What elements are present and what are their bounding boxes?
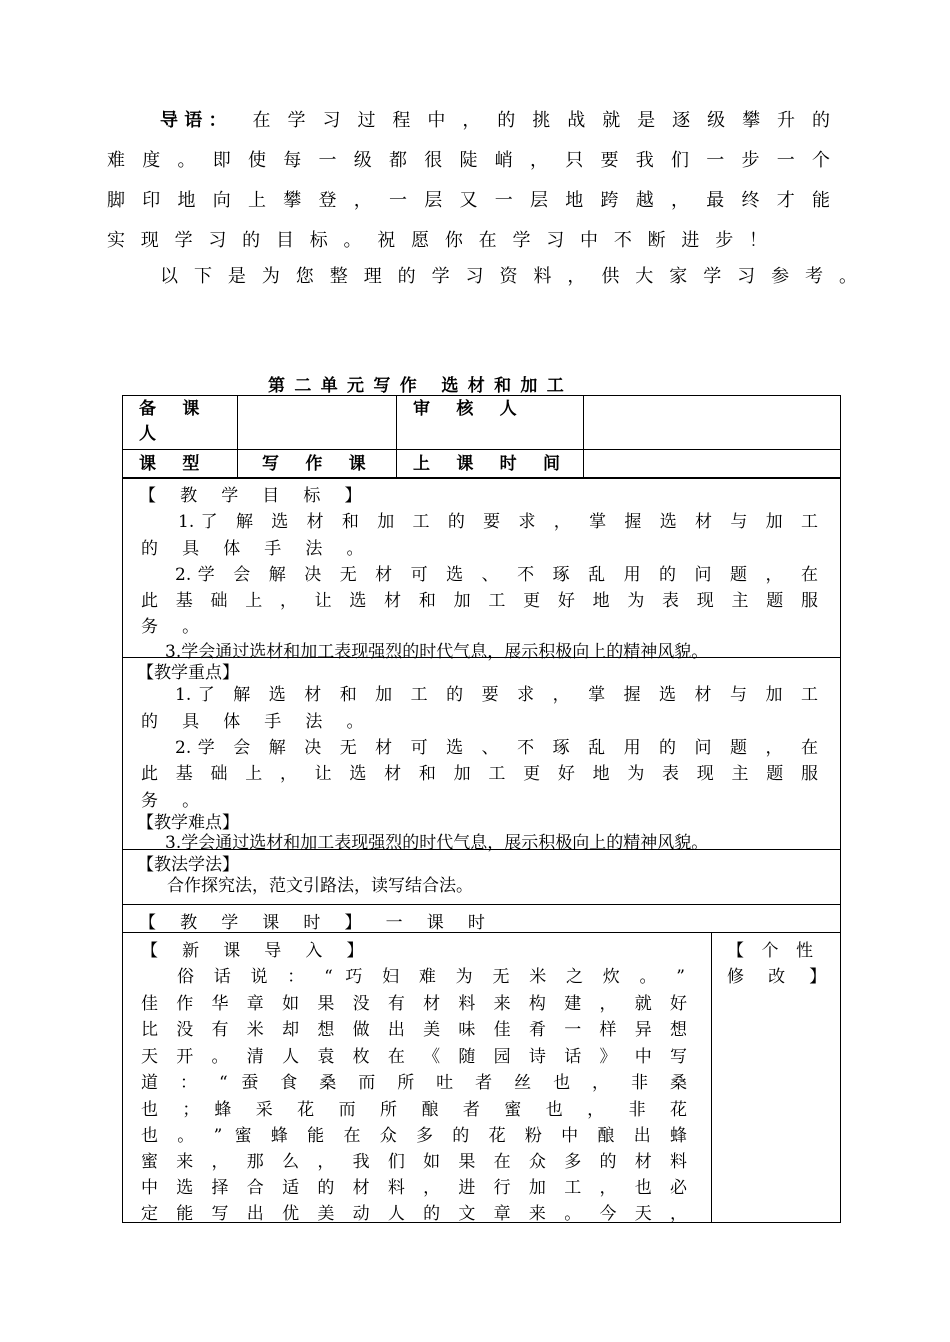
goals-p1b: 的 具 体 手 法 。 [141,539,373,559]
focus-p2b: 此 基 础 上 ， 让 选 材 和 加 工 更 好 地 为 表 现 主 题 服 [141,764,818,784]
lesson-line-2: 佳 作 华 章 如 果 没 有 材 料 来 构 建 ， 就 好 [141,994,687,1014]
hours-section [122,904,841,933]
prepared-by-label-cell [123,396,238,450]
focus-p2c: 务 。 [141,791,209,811]
focus-p2a: 2.学 会 解 决 无 材 可 选 、 不 琢 乱 用 的 问 题 ， 在 [175,738,818,758]
lesson-heading: 【 新 课 导 入 】 [141,941,373,961]
intro-line-3: 脚 印 地 向 上 攀 登 ， 一 层 又 一 层 地 跨 越 ， 最 终 才 能 [107,190,830,211]
goals-section [122,477,841,662]
difficulty-text: 3.学会通过选材和加工表现强烈的时代气息，展示积极向上的精神风貌。 [165,833,709,853]
lesson-line-9: 中 选 择 合 适 的 材 料 ， 进 行 加 工 ， 也 必 [141,1178,687,1198]
lesson-line-4: 天 开 。 清 人 袁 枚 在 《 随 园 诗 话 》 中 写 [141,1047,687,1067]
lesson-divider [711,933,712,1222]
focus-heading: 【教学重点】 [137,663,239,683]
intro-line-2: 难 度 。 即 使 每 一 级 都 很 陡 峭 ， 只 要 我 们 一 步 一 个 [107,150,830,171]
goals-p3: 3.学会通过选材和加工表现强烈的时代气息，展示积极向上的精神风貌。 [165,642,709,662]
lesson-type-value-cell [238,450,397,479]
focus-p1a: 1.了 解 选 材 和 加 工 的 要 求 ， 掌 握 选 材 与 加 工 [175,685,818,705]
goals-heading: 【 教 学 目 标 】 [139,486,371,506]
goals-p2b: 此 基 础 上 ， 让 选 材 和 加 工 更 好 地 为 表 现 主 题 服 [141,591,818,611]
focus-p1b: 的 具 体 手 法 。 [141,712,373,732]
lesson-line-8: 蜜 来 ， 那 么 ， 我 们 如 果 在 众 多 的 材 料 [141,1152,687,1172]
lesson-section [122,932,841,1223]
class-time-value-cell [584,450,841,479]
lesson-side-a: 【 个 性 [727,941,813,961]
intro-line-4: 实 现 学 习 的 目 标 。 祝 愿 你 在 学 习 中 不 断 进 步 ！ [107,230,767,251]
reviewer-value-cell [584,396,841,450]
intro-line-5: 以 下 是 为 您 整 理 的 学 习 资 料 ， 供 大 家 学 习 参 考 。 [160,266,857,287]
difficulty-heading: 【教学难点】 [137,813,239,833]
intro-text-1: 在 学 习 过 程 中 ， 的 挑 战 就 是 逐 级 攀 升 的 [252,110,830,131]
reviewer-label-cell [397,396,584,450]
method-section [122,849,841,905]
lesson-line-3: 比 没 有 米 却 想 做 出 美 味 佳 肴 一 样 异 想 [141,1020,687,1040]
lesson-line-5: 道 ： “ 蚕 食 桑 而 所 吐 者 丝 也 ， 非 桑 [141,1073,687,1093]
prepared-by-label-b: 人 [139,424,167,444]
focus-section [122,657,841,853]
hours-text: 【 教 学 课 时 】 一 课 时 [139,913,495,933]
class-time-label-cell [397,450,584,479]
prepared-by-label-a: 备 课 [139,399,210,419]
lesson-line-6: 也 ； 蜂 采 花 而 所 酿 者 蜜 也 ， 非 花 [141,1100,687,1120]
reviewer-label: 审 核 人 [413,399,527,419]
goals-p2a: 2.学 会 解 决 无 材 可 选 、 不 琢 乱 用 的 问 题 ， 在 [175,565,818,585]
goals-p1a: 1.了 解 选 材 和 加 工 的 要 求 ， 掌 握 选 材 与 加 工 [178,512,818,532]
lesson-title: 第二单元写作 选材和加工 [268,376,574,396]
class-time-label: 上 课 时 间 [413,454,571,474]
method-text: 合作探究法，范文引路法，读写结合法。 [167,876,473,896]
intro-label: 导 语 ： [160,110,227,131]
header-table [122,395,841,479]
lesson-line-7: 也 。 ” 蜜 蜂 能 在 众 多 的 花 粉 中 酿 出 蜂 [141,1126,687,1146]
lesson-side-b: 修 改 】 [727,967,836,987]
method-heading: 【教法学法】 [137,855,239,875]
lesson-type-label: 课 型 [139,454,210,474]
intro-line-1 [160,106,830,132]
goals-p2c: 务 。 [141,617,209,637]
lesson-line-1: 俗 话 说 ： “ 巧 妇 难 为 无 米 之 炊 。 ” [177,967,685,987]
lesson-line-10: 定 能 写 出 优 美 动 人 的 文 章 来 。 今 天 ， [141,1204,687,1224]
lesson-type-value: 写 作 课 [262,454,376,474]
lesson-type-label-cell [123,450,238,479]
prepared-by-value-cell [238,396,397,450]
